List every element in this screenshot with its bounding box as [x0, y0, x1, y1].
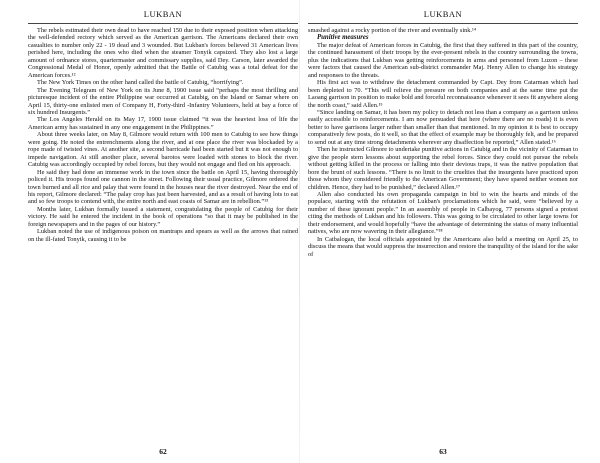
- left-page: [28, 0, 298, 463]
- paragraph: In Catbalogan, the local officials appointed by the Americans also held a meeting on April 25, to discuss the means that would suppress the insurrection and restore the tranquility of the island for the sake of: [308, 235, 578, 258]
- running-head: LUKBAN: [423, 9, 463, 19]
- section-heading: Punitive measures: [317, 34, 369, 42]
- page-body: [308, 27, 578, 258]
- paragraph: “Since landing on Samar, it has been my policy to detach not less than a company as a garrison unless easily accessible to reinforcements. I am now persuaded that here (where there are no roads) it is even better to have garrisons larger rather than smaller than that mentioned. In my opinion it is best to occupy comparatively few posts, do it well, so that the effect of example may be thoroughly felt, and be prepared to send out at any time strong detachments wherever any disaffection be reported,” Allen stated.¹⁶: [308, 108, 578, 146]
- book-gutter: [299, 0, 300, 463]
- page-number: 63: [439, 447, 447, 456]
- paragraph: The Evening Telegram of New York on its June 8, 1900 issue said “perhaps the most thrilling and picturesque incident of the entire Philippine war occurred at Catubig, on the Island or Samar where on April 15, thirty-one enlisted men of Company H, Forty-third -Infantry Volunteers, held at bay a force of six hundred Insurgents.”: [28, 86, 298, 116]
- page-body: [28, 27, 298, 243]
- header-rule: [28, 23, 298, 24]
- paragraph: Lukban noted the use of indigenous poison on mantraps and spears as well as the arrows that rained on the ill-fated Tonyik, causing it to be: [28, 228, 298, 243]
- page-number: 62: [159, 447, 167, 456]
- paragraph: smashed against a rocky portion of the river and eventually sink.¹⁴: [308, 27, 477, 34]
- right-page: [308, 0, 578, 463]
- paragraph: Then he instructed Gilmore to undertake punitive actions in Catubig and in the vicinity of Catarman to give the people stern lessons about supporting the rebel forces. Since they could not pursue the rebels without getting killed in the process or falling into their devious traps, it was the native population that bore the brunt of such lessons. “There is no limit to the cruelties that the insurgents have practiced upon those whom they considered friendly to the American Government; they have spared neither women nor children. Hence, they had to be punished,” declared Allen.¹⁷: [308, 146, 578, 191]
- header-rule: [308, 23, 578, 24]
- running-head: LUKBAN: [143, 9, 183, 19]
- paragraph: The New York Times on the other hand called the battle of Catubig, “horrifying”.: [37, 79, 244, 87]
- paragraph: His first act was to withdraw the detachment commanded by Capt. Dey from Catarman which had been depleted to 70. “This will relieve the pressure on both companies and at the same time put the Laoang garrison in position to make bold and forceful reconnaissance whenever it sees fit anywhere along the north coast,” said Allen.¹⁵: [308, 79, 578, 109]
- paragraph: Allen also conducted his own propaganda campaign in bid to win the hearts and minds of the populace, starting with the refutation of Lukban's proclamations which he said, were “believed by a number of these ignorant people.” In an assembly of people in Calbayog, 77 persons signed a protest citing the methods of Lukban and his followers. This was going to be circulated to other large towns for their endorsement, and would hopefully “have the advantage of determining the status of many influential natives, who are now wavering in their allegiance.”¹⁸: [308, 190, 578, 236]
- paragraph: The major defeat of American forces in Catubig, the first that they suffered in this part of the country, the continued harassment of their troops by the ever-present rebels in the country surrounding the towns, plus the indications that Lukban was getting reinforcements in arms and personnel from Luzon – these were factors that caused the American sub-district commander Maj. Henry Allen to change his strategy and responses to the threats.: [308, 41, 578, 79]
- paragraph: He said they had done an immense work in the town since the battle on April 15, having thoroughly policed it. His troops found one cannon in the street. Following their usual practice, Gilmore ordered the town burned and all rice and palay that were found in the houses near the river destroyed. Near the end of his report, Gilmore declared: “The palay crop has just been harvested, and as a result of having lots to eat and so few troops to contend with, the entire north and east coasts of Samar are in rebellion.”¹³: [28, 168, 298, 206]
- paragraph: Months later, Lukban formally issued a statement, congratulating the people of Catubig for their victory. He said he entered the incident in the book of operations “so that it may be published in the foreign newspapers and in the pages of our history.”: [28, 205, 298, 228]
- paragraph: The rebels estimated their own dead to have reached 150 due to their exposed position when attacking the well-defended rectory which served as the American garrison. The Americans declared their own casualties to number only 22 - 19 dead and 3 wounded. But Lukban's forces believed 31 American lives perished here, including the ones who died when the steamer Tonyik capsized. They also lost a large amount of ordnance stores, quartermaster and commissary supplies, said Dey. Carson, later awarded the Congressional Medal of Honor, openly admitted that the Battle of Catubig was a total defeat for the American forces.¹²: [28, 27, 298, 79]
- paragraph: About three weeks later, on May 8, Gilmore would return with 100 men to Catubig to see how things were going. He noted the entrenchments along the river, and at one place the river was blockaded by a rope made of twisted vines. At another site, a second barricade had been started but it was not enough to impede navigation. At still another place, several barotos were loaded with stones to block the river. Catubig was accordingly occupied by rebel forces, but they would not engage and fled on his approach.: [28, 131, 298, 169]
- paragraph: The Los Angeles Herald on its May 17, 1900 issue claimed “it was the heaviest loss of life the American army has sustained in any one engagement in the Philippines.”: [28, 116, 298, 131]
